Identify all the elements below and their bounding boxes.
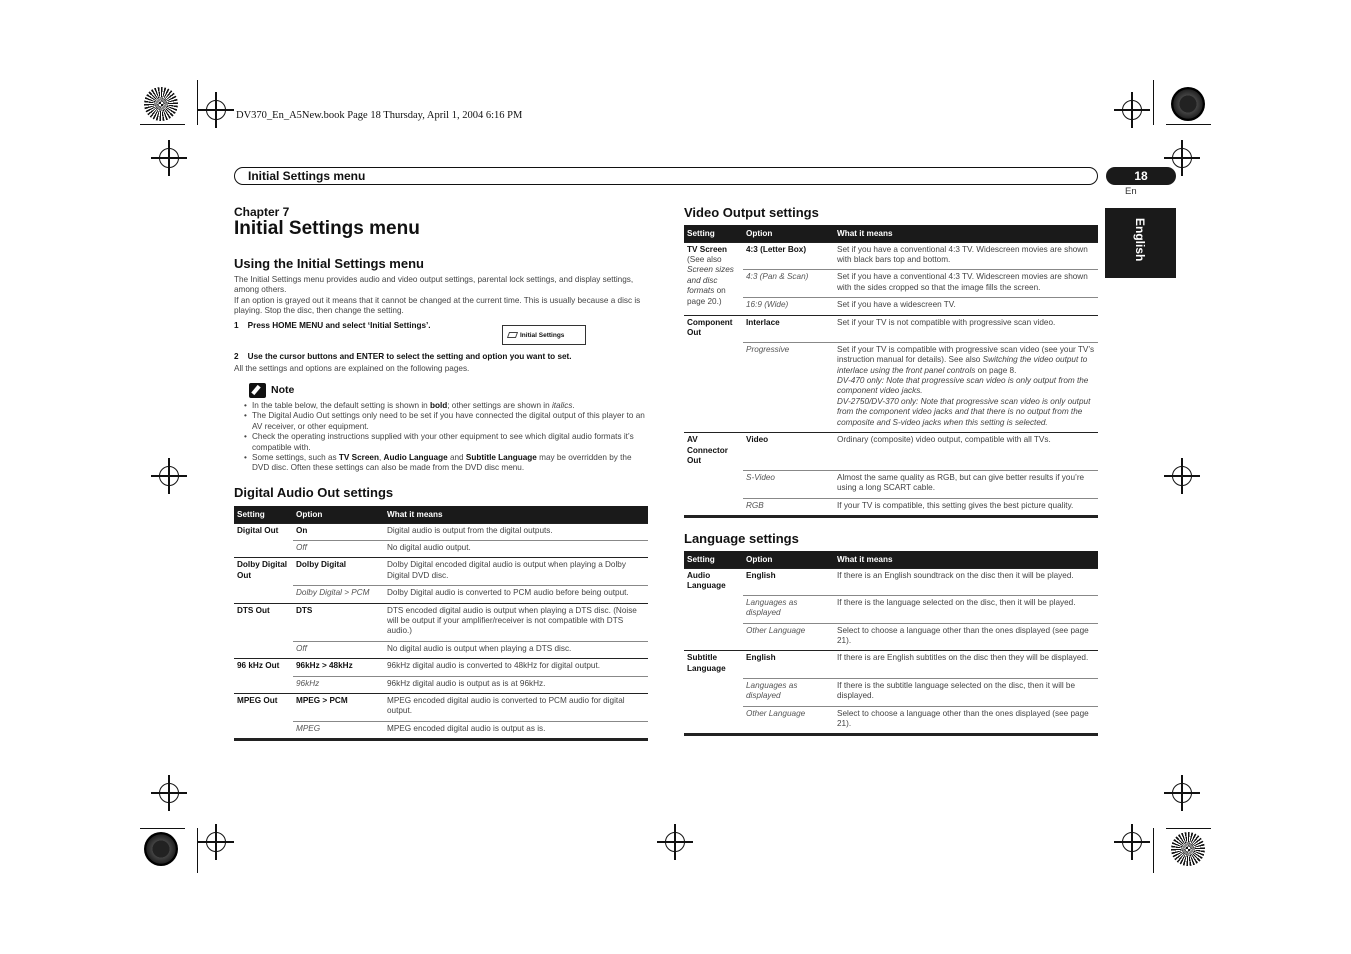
crop-line [1166, 828, 1211, 829]
table-row: 4:3 (Pan & Scan) Set if you have a conventional 4:3 TV. Widescreen movies are shown with the sides cropped so that the image fills the screen. [684, 270, 1098, 298]
table-header-row: Setting Option What it means [234, 506, 648, 523]
table-row: Digital Out On Digital audio is output from the digital outputs. [234, 523, 648, 540]
registration-mark [159, 148, 179, 168]
step-2: 2 Use the cursor buttons and ENTER to select the setting and option you want to set. [234, 352, 572, 361]
crop-line [197, 828, 198, 873]
table-header-row: Setting Option What it means [684, 225, 1098, 242]
note-icon [249, 383, 266, 398]
crop-wheel-top-left [144, 87, 178, 121]
table-row: TV Screen (See also Screen sizes and disc formats on page 20.) 4:3 (Letter Box) Set if you have a conventional 4:3 TV. Widescreen movies are shown with black bars top and bottom. [684, 242, 1098, 270]
table-row: Off No digital audio is output when playing a DTS disc. [234, 641, 648, 658]
crop-wheel-bottom-right [1171, 832, 1205, 866]
registration-mark [1122, 100, 1142, 120]
section-heading-using: Using the Initial Settings menu [234, 256, 424, 271]
crop-line [140, 828, 185, 829]
crop-line [1153, 80, 1154, 125]
table-row: AV Connector Out Video Ordinary (composite) video output, compatible with all TVs. [684, 433, 1098, 471]
digital-audio-table [234, 506, 648, 741]
table-row: DTS Out DTS DTS encoded digital audio is output when playing a DTS disc. (Noise will be output if your amplifier/receiver is not compatible with DTS audio.) [234, 603, 648, 641]
section-heading-digital-audio: Digital Audio Out settings [234, 485, 394, 500]
page-title: Initial Settings menu [234, 218, 420, 239]
step-1: 1 Press HOME MENU and select ‘Initial Settings’. [234, 321, 431, 330]
crop-line [1153, 828, 1154, 873]
crop-line [197, 80, 198, 125]
crop-wheel-top-right [1171, 87, 1205, 121]
list-item: • In the table below, the default setting is shown in bold; other settings are shown in italics. [244, 401, 650, 411]
table-row: Dolby Digital Out Dolby Digital Dolby Digital encoded digital audio is output when playing a Dolby Digital DVD disc. [234, 558, 648, 586]
running-header: Initial Settings menu [234, 167, 1098, 185]
table-row: Progressive Set if your TV is compatible with progressive scan video (see your TV’s instruction manual for details). See also Switching the video output to interlace using the front panel controls on page 8. DV-470 only: Note that progressive scan video is only output from the component video jacks. DV-2750/DV-370 only: Note that progressive scan video is only output from the component video jacks and that there is no output from the composite and S-video jacks when this setting is selected. [684, 342, 1098, 432]
note-list [244, 401, 650, 474]
table-row: Subtitle Language English If there is are English subtitles on the disc then they will be displayed. [684, 651, 1098, 678]
print-line: DV370_En_A5New.book Page 18 Thursday, April 1, 2004 6:16 PM [236, 110, 523, 121]
initial-settings-menu-graphic: Initial Settings [502, 325, 586, 345]
registration-mark [159, 466, 179, 486]
remote-icon [507, 332, 518, 338]
table-row: Off No digital audio output. [234, 540, 648, 557]
table-header-row: Setting Option What it means [684, 551, 1098, 568]
table-row: Other Language Select to choose a language other than the ones displayed (see page 21). [684, 623, 1098, 651]
registration-mark [206, 100, 226, 120]
section-heading-video-output: Video Output settings [684, 205, 819, 220]
chapter-label: Chapter 7 [234, 205, 290, 219]
language-table [684, 551, 1098, 736]
table-row: 96 kHz Out 96kHz > 48kHz 96kHz digital audio is converted to 48kHz for digital output. [234, 659, 648, 676]
table-row: 96kHz 96kHz digital audio is output as is at 96kHz. [234, 676, 648, 693]
intro-paragraph: The Initial Settings menu provides audio and video output settings, parental lock settings, and display settings, among others. If an option is grayed out it means that it cannot be changed at the current time. This is usually because a disc is playing. Stop the disc, then change the setting. [234, 275, 641, 316]
registration-mark [1172, 783, 1192, 803]
crop-line [140, 124, 185, 125]
step-2-note: All the settings and options are explained on the following pages. [234, 364, 470, 373]
table-row: Component Out Interlace Set if your TV is not compatible with progressive scan video. [684, 315, 1098, 342]
table-row: Languages as displayed If there is the subtitle language selected on the disc, then it will be displayed. [684, 678, 1098, 706]
note-title: Note [271, 384, 295, 396]
crop-wheel-bottom-left [144, 832, 178, 866]
table-row: MPEG Out MPEG > PCM MPEG encoded digital audio is converted to PCM audio for digital output. [234, 693, 648, 721]
language-tab: English [1105, 208, 1176, 278]
registration-mark [665, 832, 685, 852]
video-output-table [684, 225, 1098, 518]
registration-mark [1172, 148, 1192, 168]
registration-mark [1122, 832, 1142, 852]
page-language: En [1125, 186, 1137, 197]
table-row: 16:9 (Wide) Set if you have a widescreen TV. [684, 298, 1098, 315]
registration-mark [206, 832, 226, 852]
list-item: • Some settings, such as TV Screen, Audio Language and Subtitle Language may be overridden by the DVD disc. Often these settings can also be made from the DVD disc menu. [244, 453, 650, 474]
list-item: • Check the operating instructions supplied with your other equipment to see which digital audio formats it’s compatible with. [244, 432, 650, 453]
table-row: Audio Language English If there is an English soundtrack on the disc then it will be played. [684, 568, 1098, 595]
table-row: Languages as displayed If there is the language selected on the disc, then it will be played. [684, 595, 1098, 623]
table-row: RGB If your TV is compatible, this setting gives the best picture quality. [684, 498, 1098, 516]
registration-mark [159, 783, 179, 803]
registration-mark [1172, 466, 1192, 486]
table-row: Other Language Select to choose a language other than the ones displayed (see page 21). [684, 706, 1098, 735]
table-row: MPEG MPEG encoded digital audio is output as is. [234, 721, 648, 739]
list-item: • The Digital Audio Out settings only need to be set if you have connected the digital output of this player to an AV receiver, or other equipment. [244, 411, 650, 432]
section-heading-language: Language settings [684, 531, 799, 546]
table-row: Dolby Digital > PCM Dolby Digital audio is converted to PCM audio before being output. [234, 586, 648, 603]
table-row: S-Video Almost the same quality as RGB, but can give better results if you’re using a long SCART cable. [684, 470, 1098, 498]
crop-line [1166, 124, 1211, 125]
page-number: 18 [1106, 167, 1176, 185]
